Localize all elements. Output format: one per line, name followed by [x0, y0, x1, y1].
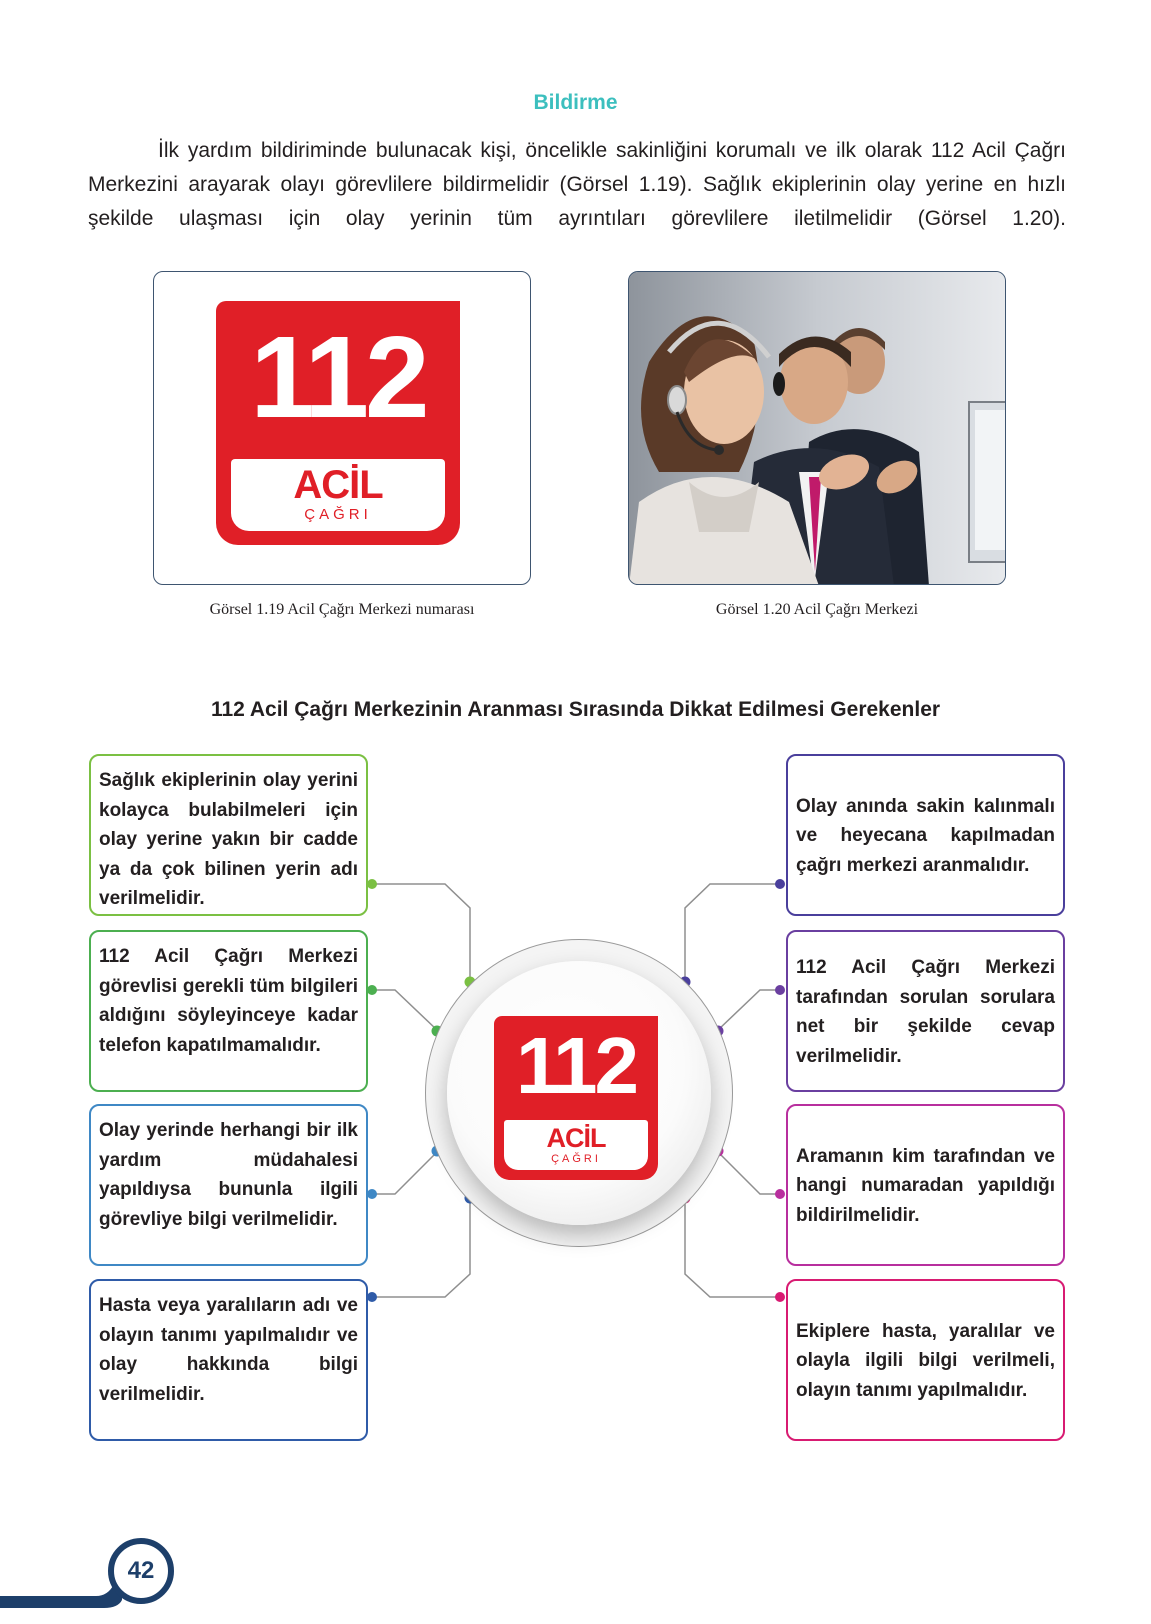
tip-text: Sağlık ekiplerinin olay yerini kolayca bulabilmeleri için olay yerine yakın bir cadde ya da çok bilinen yerin adı verilmelidir. — [99, 770, 358, 909]
tip-text: Olay yerinde herhangi bir ilk yardım müdahalesi yapıldıysa bununla ilgili görevliye bilgi verilmelidir. — [99, 1120, 358, 1230]
tip-text: Aramanın kim tarafından ve hangi numaradan yapıldığı bildirilmelidir. — [796, 1145, 1055, 1226]
figure-caption-2: Görsel 1.20 Acil Çağrı Merkezi — [715, 601, 919, 618]
logo-number: 112 — [250, 312, 426, 442]
tip-card-right-1 — [786, 754, 1065, 916]
hub-logo-number: 112 — [515, 1021, 637, 1110]
hub-logo-word: ACİL — [546, 1123, 606, 1153]
tip-card-right-3 — [786, 1104, 1065, 1266]
hub-logo-subword: ÇAĞRI — [551, 1153, 601, 1165]
page-number: 42 — [108, 1538, 174, 1604]
tip-text: Hasta veya yaralıların adı ve olayın tanımı yapılmalıdır ve olay hakkında bilgi verilmelidir. — [99, 1295, 358, 1405]
diagram-title: 112 Acil Çağrı Merkezinin Aranması Sırasında Dikkat Edilmesi Gerekenler — [210, 698, 941, 721]
hub-logo-112 — [494, 1016, 658, 1180]
logo-subword: ÇAĞRI — [304, 506, 372, 523]
tip-text: Olay anında sakin kalınmalı ve heyecana kapılmadan çağrı merkezi aranmalıdır. — [796, 795, 1055, 876]
tip-card-left-2 — [89, 930, 368, 1092]
intro-paragraph: İlk yardım bildiriminde bulunacak kişi, öncelikle sakinliğini korumalı ve ilk olarak 112 Acil Çağrı Merkezini arayarak olayı görevlilere bildirmelidir (Görsel 1.19). Sağlık ekiplerinin olay yerine en hızlı şekilde ulaşması için olay yerinin tüm ayrıntıları görevlilere iletilmelidir (Görsel 1.20). — [88, 139, 1066, 230]
logo-word: ACİL — [293, 463, 383, 507]
tip-text: 112 Acil Çağrı Merkezi görevlisi gerekli tüm bilgileri aldığını söyleyinceye kadar telefon kapatılmamalıdır. — [99, 946, 358, 1056]
tip-card-left-1 — [89, 754, 368, 916]
tip-card-right-2 — [786, 930, 1065, 1092]
figure-caption-1: Görsel 1.19 Acil Çağrı Merkezi numarası — [209, 601, 475, 618]
tip-card-right-4 — [786, 1279, 1065, 1441]
tip-text: Ekiplere hasta, yaralılar ve olayla ilgili bilgi verilmeli, olayın tanımı yapılmalıdır. — [796, 1320, 1055, 1401]
section-heading: Bildirme — [533, 91, 618, 114]
hub-logo-panel — [504, 1120, 648, 1170]
tip-card-left-3 — [89, 1104, 368, 1266]
tip-card-left-4 — [89, 1279, 368, 1441]
tip-text: 112 Acil Çağrı Merkezi tarafından sorulan sorulara net bir şekilde cevap verilmelidir. — [796, 957, 1055, 1067]
